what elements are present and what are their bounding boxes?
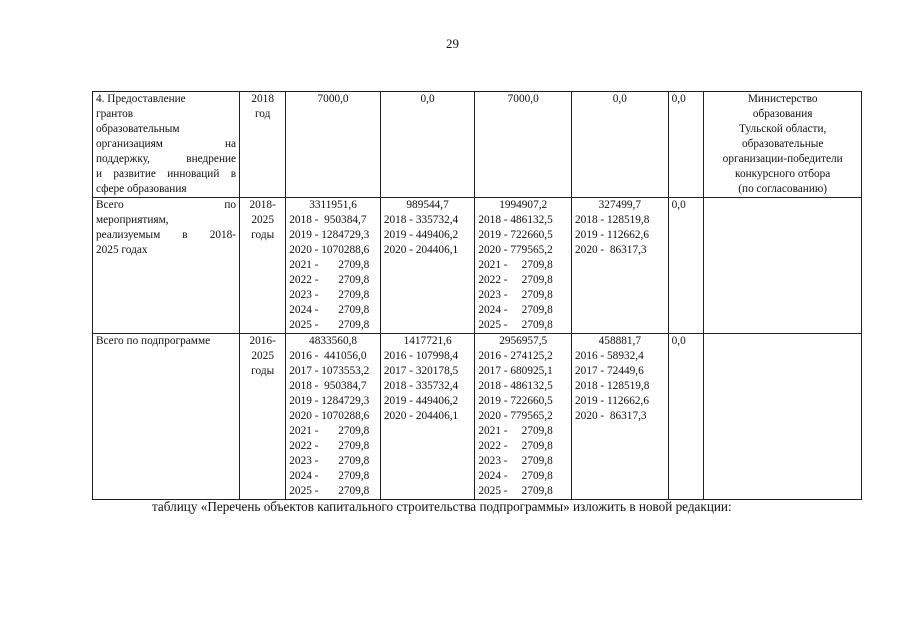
description-line: Всего по подпрограмме bbox=[96, 335, 211, 347]
funding-year-value: 2020 - 86317,3 bbox=[575, 244, 647, 256]
description-line: 4. Предоставление bbox=[96, 93, 186, 105]
funding-total-value: 7000,0 bbox=[507, 93, 539, 105]
funding-year-value: 2017 - 680925,1 bbox=[478, 365, 553, 377]
table-row bbox=[93, 92, 862, 198]
period-line: 2025 bbox=[251, 214, 274, 226]
responsible-line: конкурсного отбора bbox=[735, 168, 831, 180]
funding-year-value: 2019 - 1284729,3 bbox=[289, 395, 370, 407]
funding-year-value: 2023 - 2709,8 bbox=[289, 455, 370, 467]
funding-year-value: 2018 - 128519,8 bbox=[575, 380, 650, 392]
funding-total-value: 3311951,6 bbox=[309, 199, 357, 211]
row-period bbox=[240, 198, 286, 334]
responsible-executor bbox=[704, 334, 862, 500]
funding-year-value: 2020 - 779565,2 bbox=[478, 244, 553, 256]
funding-year-value: 2016 - 107998,4 bbox=[383, 350, 459, 362]
funding-year-value: 2024 - 2709,8 bbox=[478, 304, 553, 316]
funding-year-value: 2020 - 779565,2 bbox=[478, 410, 553, 422]
funding-table bbox=[92, 91, 862, 500]
responsible-executor bbox=[704, 198, 862, 334]
funding-year-value: 2024 - 2709,8 bbox=[478, 470, 553, 482]
description-line: сфере образования bbox=[96, 183, 187, 195]
federal-funding bbox=[380, 334, 475, 500]
funding-year-value: 2016 - 441056,0 bbox=[289, 350, 367, 362]
row-description bbox=[93, 334, 240, 500]
responsible-line: (по согласованию) bbox=[738, 183, 828, 195]
funding-year-value: 2023 - 2709,8 bbox=[289, 289, 370, 301]
funding-total-value: 0,0 bbox=[420, 93, 435, 105]
row-period bbox=[240, 334, 286, 500]
funding-year-value: 2018 - 335732,4 bbox=[383, 380, 459, 392]
funding-total-value: 1994907,2 bbox=[499, 199, 548, 211]
total-funding bbox=[286, 198, 381, 334]
municipal-funding bbox=[572, 198, 669, 334]
funding-year-value: 2018 - 486132,5 bbox=[478, 214, 553, 226]
funding-total-value: 1417721,6 bbox=[403, 335, 452, 347]
funding-year-value: 2019 - 449406,2 bbox=[383, 395, 459, 407]
funding-total-value: 458881,7 bbox=[598, 335, 642, 347]
funding-year-value: 2017 - 320178,5 bbox=[383, 365, 459, 377]
funding-year-value: 2023 - 2709,8 bbox=[478, 455, 553, 467]
funding-total-value: 327499,7 bbox=[598, 199, 642, 211]
funding-year-value: 2020 - 1070288,6 bbox=[289, 410, 370, 422]
funding-year-value: 2018 - 128519,8 bbox=[575, 214, 650, 226]
funding-total-value: 989544,7 bbox=[406, 199, 449, 211]
funding-year-value: 2024 - 2709,8 bbox=[289, 304, 370, 316]
description-line: поддержку, внедрение bbox=[96, 153, 237, 165]
period-line: 2018- bbox=[249, 199, 276, 211]
funding-year-value: 2021 - 2709,8 bbox=[289, 425, 370, 437]
funding-year-value: 2025 - 2709,8 bbox=[478, 485, 553, 497]
description-line: мероприятиям, bbox=[96, 214, 169, 226]
funding-year-value: 2025 - 2709,8 bbox=[289, 485, 370, 497]
period-line: 2016- bbox=[249, 335, 276, 347]
funding-year-value: 2022 - 2709,8 bbox=[289, 440, 370, 452]
period-line: 2025 bbox=[251, 350, 274, 362]
funding-year-value: 2019 - 112662,6 bbox=[575, 229, 649, 241]
period-line: годы bbox=[251, 229, 275, 241]
funding-year-value: 2022 - 2709,8 bbox=[289, 274, 370, 286]
funding-year-value: 2019 - 449406,2 bbox=[383, 229, 459, 241]
funding-year-value: 2018 - 335732,4 bbox=[383, 214, 459, 226]
responsible-line: Министерство bbox=[747, 93, 818, 105]
description-line: реализуемым в 2018- bbox=[96, 229, 237, 241]
table-row bbox=[93, 334, 862, 500]
funding-total-value: 4833560,8 bbox=[309, 335, 358, 347]
description-line: Всего по bbox=[96, 199, 237, 211]
funding-year-value: 2019 - 1284729,3 bbox=[289, 229, 370, 241]
other-funding: 0,0 bbox=[668, 334, 704, 500]
description-line: образовательным bbox=[96, 123, 180, 135]
funding-year-value: 2016 - 274125,2 bbox=[478, 350, 553, 362]
total-funding bbox=[286, 92, 381, 198]
responsible-line: образовательные bbox=[741, 138, 824, 150]
funding-total-value: 2956957,5 bbox=[499, 335, 548, 347]
funding-year-value: 2021 - 2709,8 bbox=[478, 259, 553, 271]
period-line: год bbox=[254, 108, 271, 120]
responsible-executor bbox=[704, 92, 862, 198]
description-line: 2025 годах bbox=[96, 244, 148, 256]
municipal-funding bbox=[572, 334, 669, 500]
period-line: 2018 bbox=[251, 93, 274, 105]
other-funding: 0,0 bbox=[668, 198, 704, 334]
funding-year-value: 2020 - 1070288,6 bbox=[289, 244, 370, 256]
funding-year-value: 2018 - 950384,7 bbox=[289, 380, 367, 392]
page-number: 29 bbox=[446, 36, 459, 51]
funding-year-value: 2017 - 1073553,2 bbox=[289, 365, 370, 377]
funding-total-value: 0,0 bbox=[612, 93, 627, 105]
responsible-line: Тульской области, bbox=[739, 123, 827, 135]
funding-year-value: 2019 - 722660,5 bbox=[478, 229, 553, 241]
federal-funding bbox=[380, 198, 475, 334]
funding-year-value: 2025 - 2709,8 bbox=[478, 319, 553, 331]
funding-year-value: 2025 - 2709,8 bbox=[289, 319, 370, 331]
funding-year-value: 2022 - 2709,8 bbox=[478, 440, 553, 452]
other-funding: 0,0 bbox=[668, 92, 704, 198]
total-funding bbox=[286, 334, 381, 500]
funding-year-value: 2018 - 486132,5 bbox=[478, 380, 553, 392]
instruction-text: таблицу «Перечень объектов капитального строительства подпрограммы» изложить в новой редакции: bbox=[152, 499, 732, 514]
description-line: и развитие инноваций в bbox=[96, 168, 237, 180]
funding-year-value: 2020 - 204406,1 bbox=[383, 410, 459, 422]
row-description bbox=[93, 198, 240, 334]
description-line: грантов bbox=[96, 108, 134, 120]
funding-year-value: 2019 - 722660,5 bbox=[478, 395, 553, 407]
table-row bbox=[93, 198, 862, 334]
funding-year-value: 2021 - 2709,8 bbox=[478, 425, 553, 437]
funding-year-value: 2019 - 112662,6 bbox=[575, 395, 649, 407]
row-period bbox=[240, 92, 286, 198]
row-description bbox=[93, 92, 240, 198]
regional-funding bbox=[475, 92, 572, 198]
regional-funding bbox=[475, 198, 572, 334]
funding-year-value: 2016 - 58932,4 bbox=[575, 350, 644, 362]
funding-year-value: 2020 - 204406,1 bbox=[383, 244, 459, 256]
responsible-line: организации-победители bbox=[722, 153, 843, 165]
funding-year-value: 2022 - 2709,8 bbox=[478, 274, 553, 286]
regional-funding bbox=[475, 334, 572, 500]
municipal-funding bbox=[572, 92, 669, 198]
responsible-line: образования bbox=[752, 108, 813, 120]
description-line: организациям на bbox=[96, 138, 237, 150]
funding-year-value: 2024 - 2709,8 bbox=[289, 470, 370, 482]
funding-year-value: 2023 - 2709,8 bbox=[478, 289, 553, 301]
federal-funding bbox=[380, 92, 475, 198]
funding-total-value: 7000,0 bbox=[317, 93, 349, 105]
funding-year-value: 2017 - 72449,6 bbox=[575, 365, 644, 377]
period-line: годы bbox=[251, 365, 275, 377]
funding-year-value: 2018 - 950384,7 bbox=[289, 214, 367, 226]
funding-year-value: 2021 - 2709,8 bbox=[289, 259, 370, 271]
funding-year-value: 2020 - 86317,3 bbox=[575, 410, 647, 422]
